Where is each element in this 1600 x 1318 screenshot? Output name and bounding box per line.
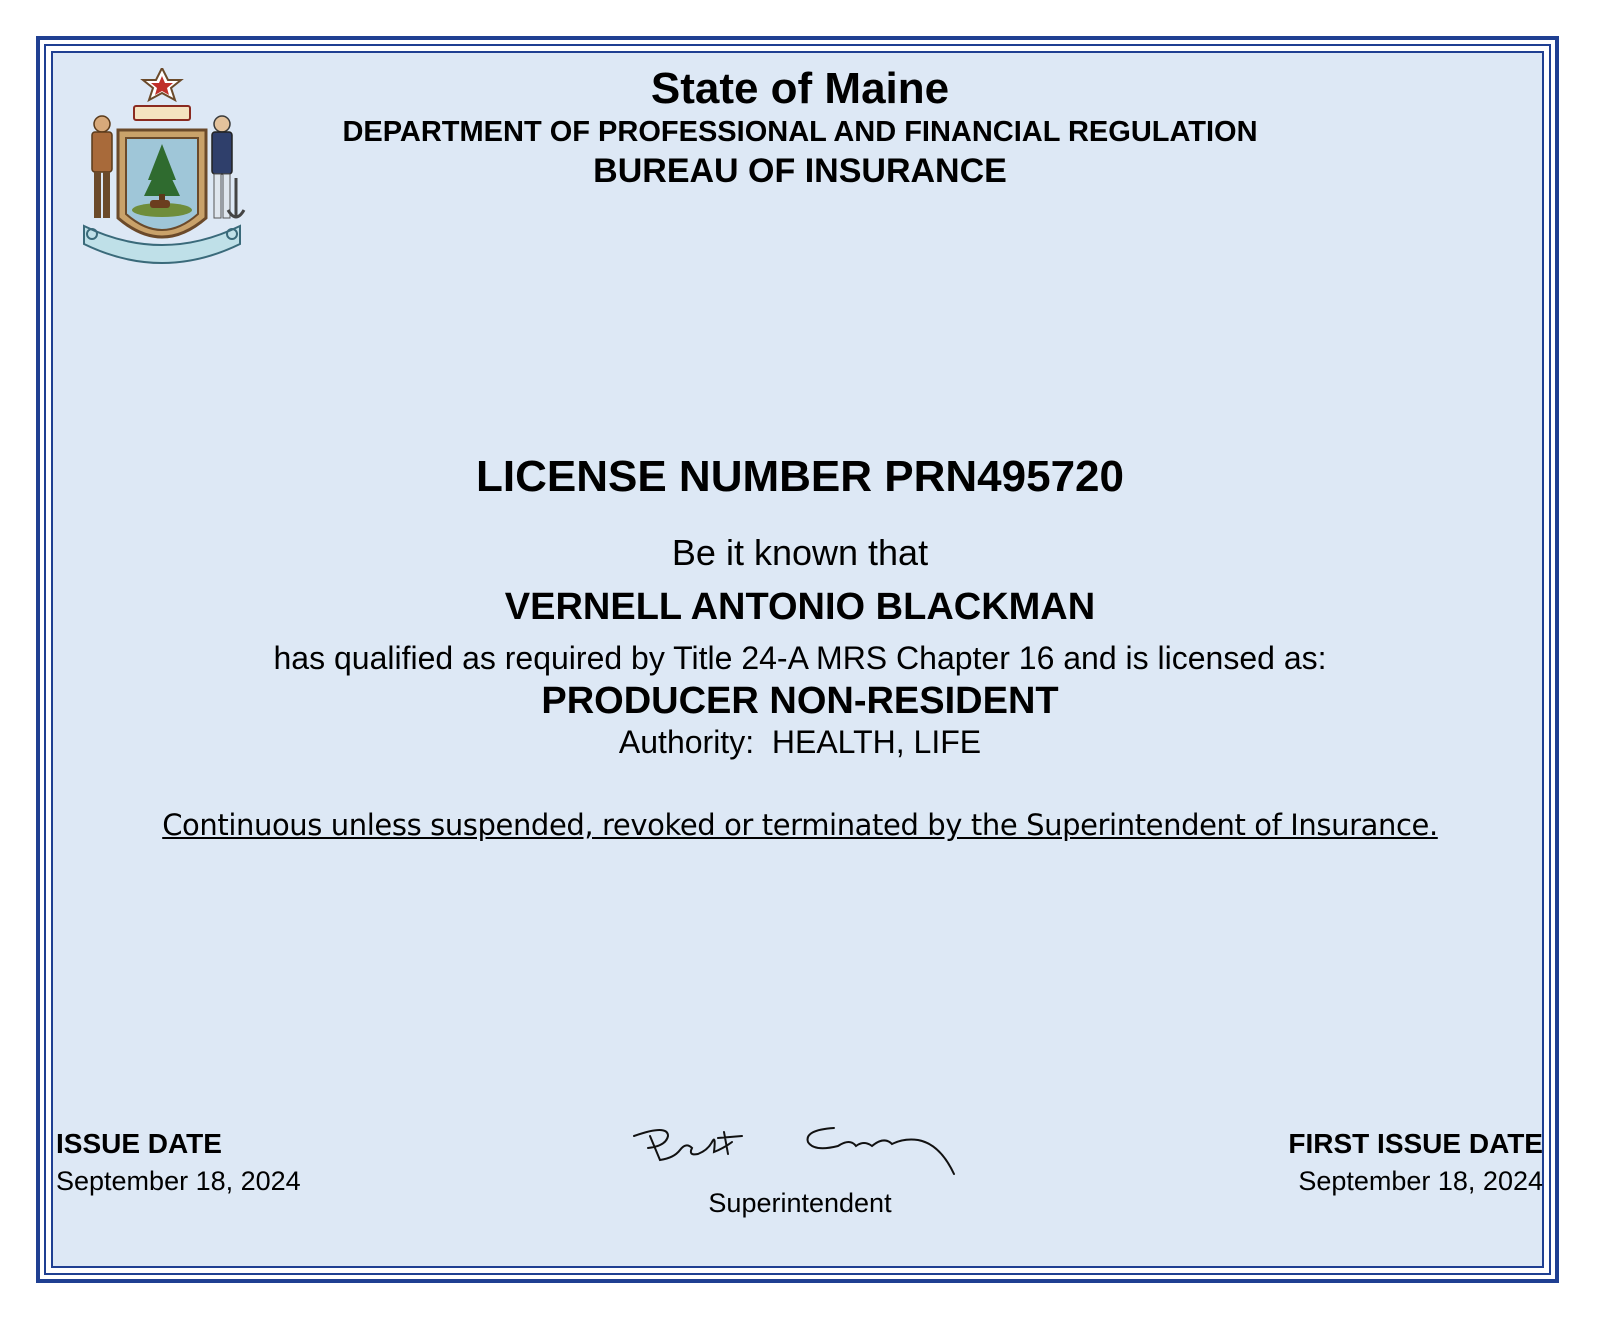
first-issue-date-block bbox=[1288, 1128, 1543, 1197]
authority-line bbox=[0, 724, 1600, 761]
continuity-statement: Continuous unless suspended, revoked or terminated by the Superintendent of Insurance. bbox=[162, 808, 1438, 842]
first-issue-date-label: FIRST ISSUE DATE bbox=[1288, 1128, 1543, 1159]
intro-text: Be it known that bbox=[671, 532, 929, 573]
superintendent-signature bbox=[628, 1124, 968, 1188]
authority-label: Authority: bbox=[618, 724, 755, 760]
bureau-title: BUREAU OF INSURANCE bbox=[593, 152, 1007, 190]
signature-title: Superintendent bbox=[708, 1188, 892, 1218]
licensee-name: VERNELL ANTONIO BLACKMAN bbox=[504, 586, 1096, 628]
issue-date-label: ISSUE DATE bbox=[56, 1128, 222, 1159]
license-number: LICENSE NUMBER PRN495720 bbox=[476, 452, 1124, 501]
authority-value: HEALTH, LIFE bbox=[771, 724, 982, 760]
department-title: DEPARTMENT OF PROFESSIONAL AND FINANCIAL REGULATION bbox=[342, 116, 1258, 148]
issue-date: September 18, 2024 bbox=[56, 1166, 301, 1196]
qualification-text: has qualified as required by Title 24-A MRS Chapter 16 and is licensed as: bbox=[273, 640, 1327, 676]
license-type: PRODUCER NON-RESIDENT bbox=[541, 680, 1059, 722]
first-issue-date: September 18, 2024 bbox=[1298, 1166, 1543, 1196]
issue-date-block bbox=[56, 1128, 301, 1197]
state-title: State of Maine bbox=[650, 64, 950, 113]
